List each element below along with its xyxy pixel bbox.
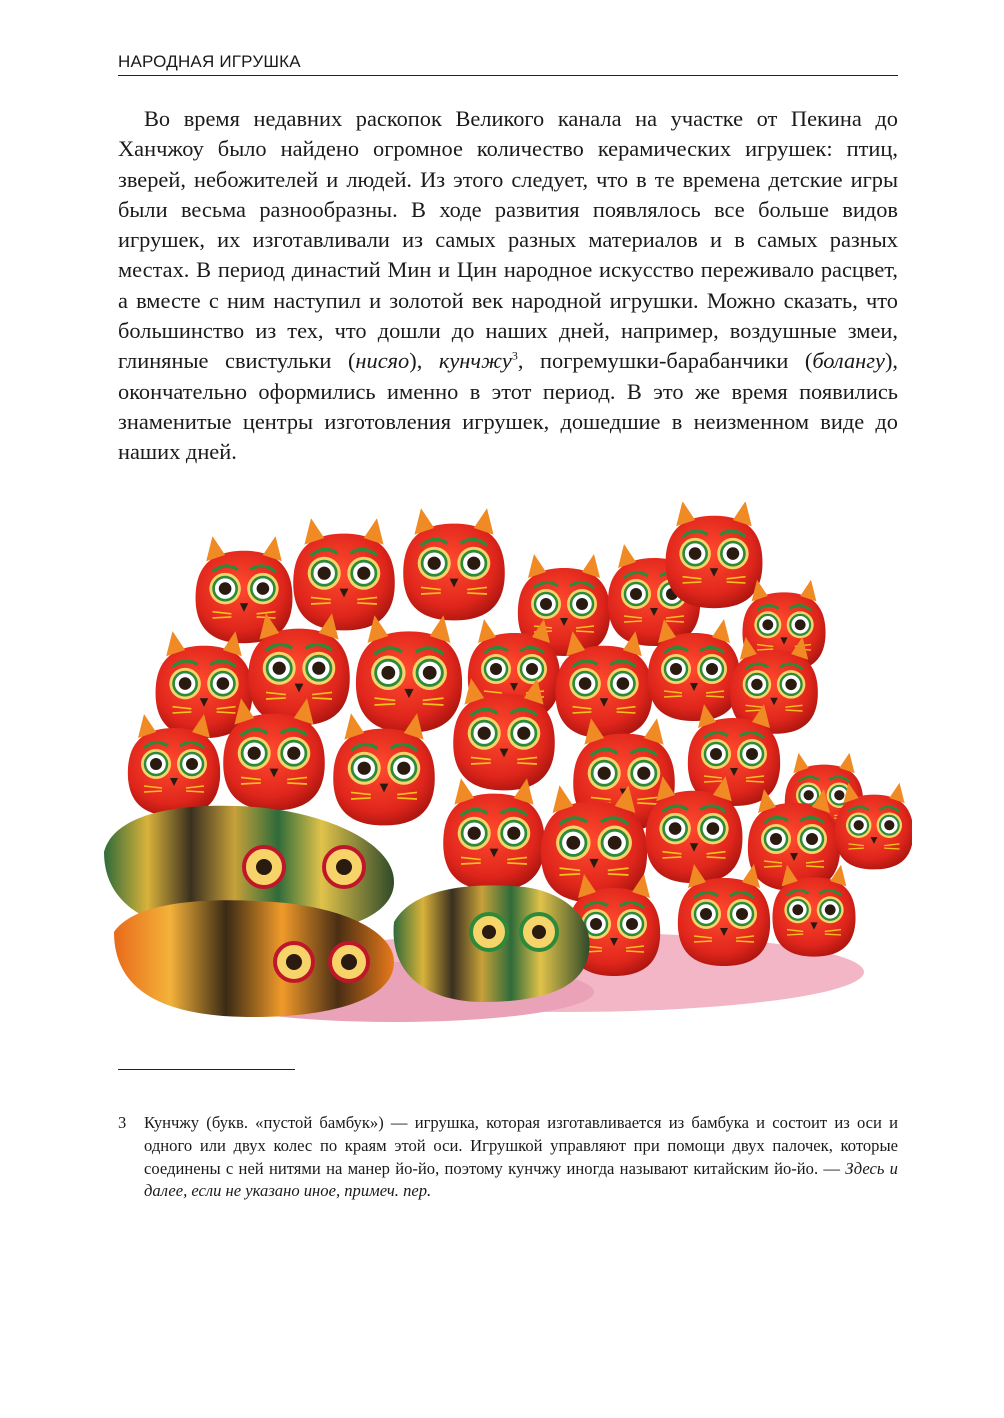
- paragraph-text-4: ), окончательно оформились именно в этот период. В это же время появились знаменитые центры изготовления игрушек, дошедшие в неизменном виде до наших дней.: [118, 348, 899, 465]
- footnote-number: 3: [118, 1113, 127, 1132]
- term-nisyao: нисяо: [355, 348, 410, 374]
- footnote-rule: [118, 1069, 295, 1070]
- paragraph-text-3: , погремушки-барабанчики (: [517, 348, 813, 374]
- body-paragraph: [118, 104, 898, 468]
- paragraph-text-1: Во время недавних раскопок Великого канала на участке от Пекина до Ханчжоу было найдено огромное количество керамических игрушек: птиц, зверей, небожителей и людей. Из этого следует, что в те времена детские игры были весьма разнообразны. В ходе развития появлялось все больше видов игрушек, их изготавливали из самых разных материалов и в самых разных местах. В период династий Мин и Цин народное искусство переживало расцвет, а вместе с ним наступил и золотой век народной игрушки. Можно сказать, что большинство из тех, что дошли до наших дней, например, воздушные змеи, глиняные свистульки (: [118, 106, 898, 374]
- running-head: НАРОДНАЯ ИГРУШКА: [118, 52, 301, 71]
- footnote: [118, 1112, 898, 1203]
- footnote-text: Кунчжу (букв. «пустой бамбук») — игрушка, которая изготавливается из бамбука и состоит из оси и одного или двух колес по краям этой оси. Игрушкой управляют при помощи двух палочек, которые соединены с ней нитями на манер йо-йо, поэтому кунчжу иногда называют китайским йо-йо. —: [144, 1113, 898, 1178]
- paragraph-text-2: ),: [409, 348, 439, 374]
- tiger-toys-photo: [94, 502, 912, 1032]
- footnote-text-wrap: [118, 1112, 898, 1203]
- term-kunchzhu: кунчжу: [438, 348, 512, 374]
- footnote-ref[interactable]: 3: [511, 348, 518, 363]
- footnote-note: Здесь и далее, если не указано иное, примеч. пер.: [144, 1158, 898, 1201]
- header-rule: [118, 75, 898, 76]
- term-bolangu: болангу: [812, 348, 885, 374]
